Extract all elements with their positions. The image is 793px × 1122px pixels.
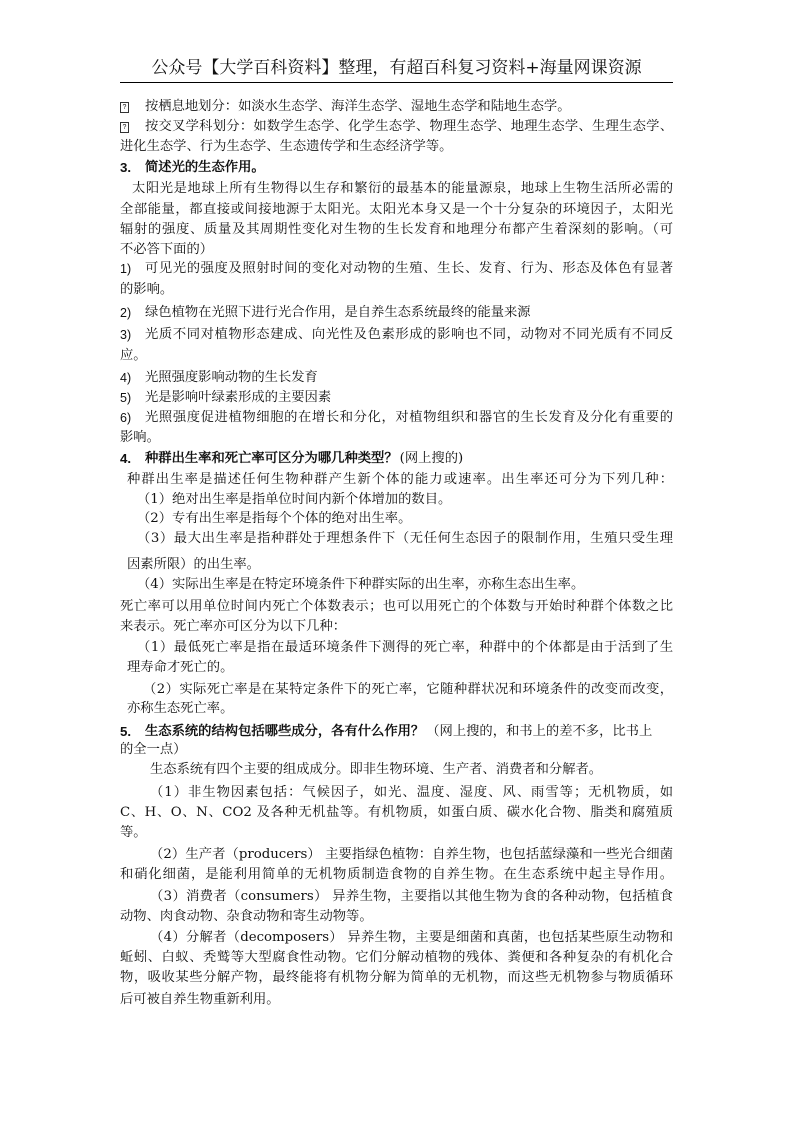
text-line (127, 470, 673, 490)
text-line (120, 803, 673, 823)
section-heading (120, 449, 673, 469)
numbered-item (120, 325, 673, 345)
heading-text: 简述光的生态作用。 (145, 160, 265, 175)
line-text: 动物、肉食动物、杂食动物和寄生动物等。 (120, 909, 373, 924)
line-text: 理寿命才死亡的。 (127, 660, 234, 675)
line-text: 亦称生态死亡率。 (127, 701, 234, 716)
line-text: （2）生产者（producers） 主要指绿色植物：自养生物，也包括蓝绿藻和一些光合细菌 (150, 847, 673, 862)
item-number: 6) (120, 411, 132, 425)
section-heading (120, 722, 673, 742)
text-line (150, 928, 673, 948)
line-text: 全部能量，都直接或间接地源于太阳光。太阳光本身又是一个十分复杂的环境因子，太阳光 (120, 202, 673, 217)
numbered-item (120, 388, 673, 408)
line-text: 的影响。 (120, 282, 174, 297)
item-number: 3. (120, 160, 132, 175)
line-text: 影响。 (120, 430, 160, 445)
text-line (132, 179, 673, 199)
line-text: 蚯蚓、白蚁、秃鹫等大型腐食性动物。它们分解动植物的残体、粪便和各种复杂的有机化合 (120, 950, 673, 965)
heading-note: (网上搜的) (399, 451, 464, 466)
line-text: 绿色植物在光照下进行光合作用，是自养生态系统最终的能量来源 (145, 305, 531, 320)
missing-glyph-icon: ? (120, 102, 129, 113)
line-text: 进化生态学、行为生态学、生态遗传学和生态经济学等。 (120, 139, 453, 154)
line-text: 按栖息地划分：如淡水生态学、海洋生态学、湿地生态学和陆地生态学。 (145, 99, 571, 114)
numbered-item (120, 303, 673, 323)
item-number: 5) (120, 391, 132, 405)
line-text: （1）非生物因素包括：气候因子，如光、温度、湿度、风、雨雪等；无机物质，如 (150, 785, 673, 800)
line-text: （3）消费者（consumers） 异养生物，主要指以其他生物为食的各种动物，包括植食 (150, 889, 673, 904)
text-line (137, 638, 673, 658)
page-header: 公众号【大学百科资料】整理，有超百科复习资料+海量网课资源 (151, 58, 642, 78)
numbered-item (120, 259, 673, 279)
item-number: 4. (120, 451, 132, 466)
heading-text: 生态系统的结构包括哪些成分，各有什么作用？ (145, 724, 425, 739)
heading-note: （网上搜的，和书上的差不多，比书上 (426, 724, 653, 739)
text-line (120, 968, 673, 988)
text-line (120, 428, 673, 448)
text-line (137, 575, 673, 595)
bullet-icon (120, 97, 145, 117)
line-text: 太阳光是地球上所有生物得以生存和繁衍的最基本的能量源泉，地球上生物生活所必需的 (132, 181, 673, 196)
line-text: （4）分解者（decomposers） 异养生物，主要是细菌和真菌，也包括某些原生动物和 (150, 930, 673, 945)
item-number: 5. (120, 724, 132, 739)
line-text: （3）最大出生率是指种群处于理想条件下（无任何生态因子的限制作用，生殖只受生理 (137, 531, 673, 546)
text-line (127, 555, 673, 575)
item-number: 1) (120, 262, 132, 276)
line-text: 光照强度促进植物细胞的在增长和分化，对植物组织和器官的生长发育及分化有重要的 (145, 410, 673, 425)
line-text: C、H、O、N、CO2 及各种无机盐等。有机物质，如蛋白质、碳水化合物、脂类和腐殖质 (120, 805, 673, 820)
text-line (120, 346, 673, 366)
numbered-item (120, 408, 673, 428)
line-text: 应。 (120, 348, 147, 363)
text-line (137, 509, 673, 529)
text-line (120, 240, 673, 260)
text-line (120, 740, 673, 760)
line-text: （4）实际出生率是在特定环境条件下种群实际的出生率，亦称生态出生率。 (137, 577, 585, 592)
item-number: 4) (120, 371, 132, 385)
line-text: 因素所限）的出生率。 (127, 557, 260, 572)
text-line (120, 280, 673, 300)
text-line (120, 597, 673, 617)
text-line (127, 658, 673, 678)
bullet-item (120, 117, 673, 137)
heading-text: 种群出生率和死亡率可区分为哪几种类型？ (145, 451, 398, 466)
text-line (150, 845, 673, 865)
text-line (150, 887, 673, 907)
line-text: 光是影响叶绿素形成的主要因素 (145, 390, 332, 405)
text-line (137, 490, 673, 510)
line-text: 后可被自养生物重新利用。 (120, 992, 280, 1007)
item-number: 3) (120, 328, 132, 342)
text-line (143, 680, 673, 700)
text-line (120, 907, 673, 927)
text-line (120, 948, 673, 968)
text-line (150, 783, 673, 803)
text-line (120, 990, 673, 1010)
line-text: 可见光的强度及照射时间的变化对动物的生殖、生长、发育、行为、形态及体色有显著 (145, 261, 673, 276)
line-text: 不必答下面的） (120, 242, 214, 257)
line-text: 的全一点） (120, 742, 187, 757)
text-line (120, 823, 673, 843)
line-text: 光照强度影响动物的生长发育 (145, 370, 318, 385)
text-line (120, 137, 673, 157)
text-line (120, 865, 673, 885)
line-text: （2）专有出生率是指每个个体的绝对出生率。 (137, 511, 412, 526)
line-text: 物，吸收某些分解产物，最终能将有机物分解为简单的无机物，而这些无机物参与物质循环 (120, 970, 673, 985)
line-text: 种群出生率是描述任何生物种群产生新个体的能力或速率。出生率还可分为下列几种： (127, 472, 673, 487)
numbered-item (120, 368, 673, 388)
text-line (120, 617, 673, 637)
line-text: （1）绝对出生率是指单位时间内新个体增加的数目。 (137, 492, 452, 507)
text-line (127, 699, 673, 719)
header-divider (120, 82, 673, 83)
line-text: 和硝化细菌，是能利用简单的无机物质制造食物的自养生物。在生态系统中起主导作用。 (120, 867, 673, 882)
line-text: 辐射的强度、质量及其周期性变化对生物的生长发育和地理分布都产生着深刻的影响。（可 (120, 222, 673, 237)
line-text: 死亡率可以用单位时间内死亡个体数表示；也可以用死亡的个体数与开始时种群个体数之比 (120, 599, 673, 614)
item-number: 2) (120, 306, 132, 320)
line-text: 生态系统有四个主要的组成成分。即非生物环境、生产者、消费者和分解者。 (150, 762, 603, 777)
line-text: 按交叉学科划分：如数学生态学、化学生态学、物理生态学、地理生态学、生理生态学、 (145, 119, 673, 134)
text-line (120, 200, 673, 220)
line-text: 等。 (120, 825, 147, 840)
bullet-icon (120, 117, 145, 137)
section-heading (120, 158, 673, 178)
bullet-item (120, 97, 673, 117)
line-text: （2）实际死亡率是在某特定条件下的死亡率，它随种群状况和环境条件的改变而改变， (143, 682, 673, 697)
text-line (120, 220, 673, 240)
text-line (150, 760, 673, 780)
line-text: （1）最低死亡率是指在最适环境条件下测得的死亡率，种群中的个体都是由于活到了生 (137, 640, 673, 655)
missing-glyph-icon: ? (120, 122, 129, 133)
line-text: 来表示。死亡率亦可区分为以下几种： (120, 619, 347, 634)
line-text: 光质不同对植物形态建成、向光性及色素形成的影响也不同，动物对不同光质有不同反 (145, 327, 673, 342)
text-line (137, 529, 673, 549)
